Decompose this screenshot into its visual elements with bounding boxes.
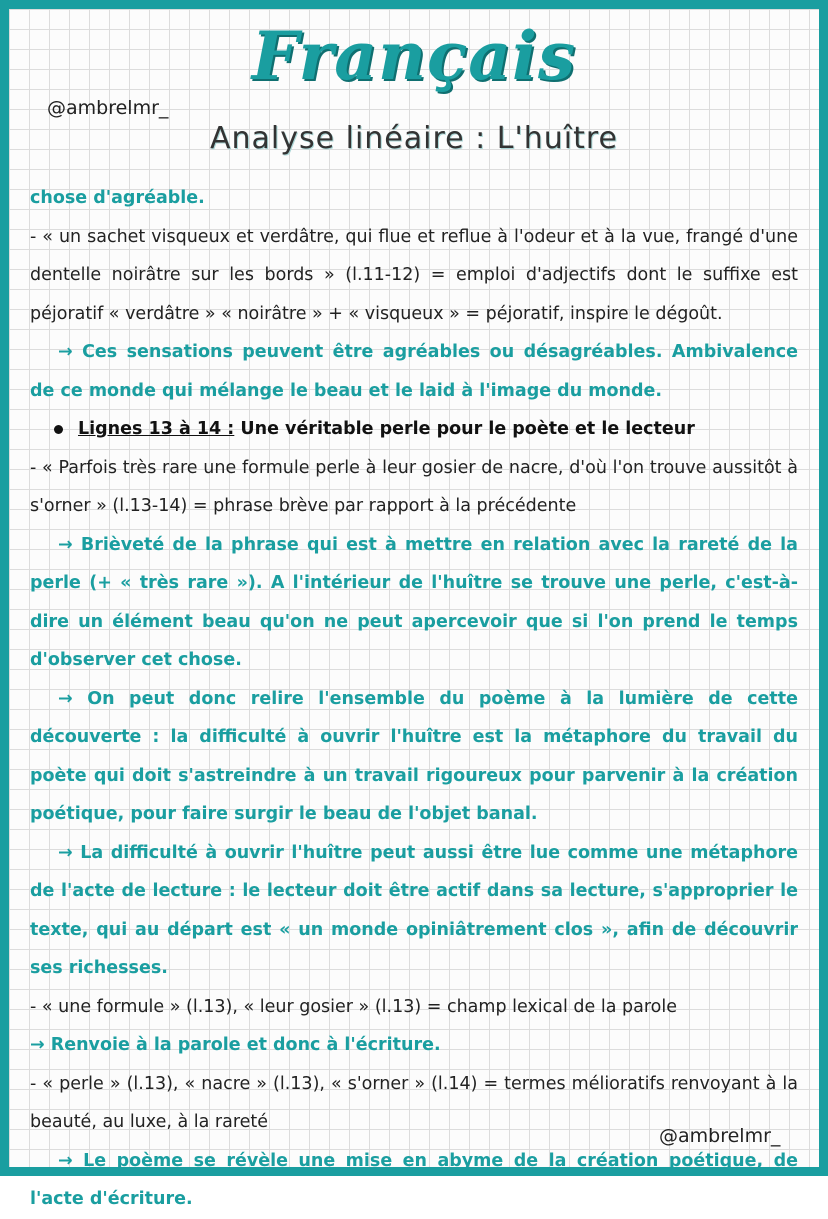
paragraph-9: → Renvoie à la parole et donc à l'écriture. [30,1035,441,1055]
page-subtitle: Analyse linéaire : L'huître [209,121,619,156]
bullet-dot-icon [54,425,63,434]
paragraph-3: → Ces sensations peuvent être agréables ou désagréables. Ambivalence de ce monde qui mélange le beau et le laid à l'image du monde. [30,342,798,401]
note-body [30,179,798,1219]
author-handle-bottom: @ambrelmr_ [659,1125,781,1147]
paragraph-11: → Le poème se révèle une mise en abyme de la création poétique, de l'acte d'écriture. [30,1150,798,1209]
paragraph-7: → La difficulté à ouvrir l'huître peut aussi être lue comme une métaphore de l'acte de lecture : le lecteur doit être actif dans sa lecture, s'approprier le texte, qui au départ est « un monde opiniâtrement clos », afin de découvrir ses richesses. [30,842,798,978]
paragraph-10: - « perle » (l.13), « nacre » (l.13), « s'orner » (l.14) = termes mélioratifs renvoyant à la beauté, au luxe, à la rareté [30,1073,798,1132]
author-handle-top: @ambrelmr_ [47,97,169,119]
paragraph-6: → On peut donc relire l'ensemble du poème à la lumière de cette découverte : la difficulté à ouvrir l'huître est la métaphore du travail du poète qui doit s'astreindre à un travail rigoureux pour parvenir à la création poétique, pour faire surgir le beau de l'objet banal. [30,688,798,824]
paragraph-2: - « un sachet visqueux et verdâtre, qui flue et reflue à l'odeur et à la vue, frangé d'une dentelle noirâtre sur les bords » (l.11-12) = emploi d'adjectifs dont le suffixe est péjoratif « verdâtre » « noirâtre » + « visqueux » = péjoratif, inspire le dégoût. [30,226,798,324]
paragraph-4: - « Parfois très rare une formule perle à leur gosier de nacre, d'où l'on trouve aussitôt à s'orner » (l.13-14) = phrase brève par rapport à la précédente [30,457,798,516]
bullet-label: Lignes 13 à 14 : [78,419,235,439]
page-title: Français [251,17,577,95]
bullet-text: Une véritable perle pour le poète et le lecteur [234,419,695,439]
paragraph-8: - « une formule » (l.13), « leur gosier » (l.13) = champ lexical de la parole [30,996,677,1017]
bullet-heading [30,410,798,449]
paragraph-1: chose d'agréable. [30,188,205,208]
paragraph-5: → Brièveté de la phrase qui est à mettre en relation avec la rareté de la perle (+ « très rare »). A l'intérieur de l'huître se trouve une perle, c'est-à-dire un élément beau qu'on ne peut apercevoir que si l'on prend le temps d'observer cet chose. [30,534,798,670]
